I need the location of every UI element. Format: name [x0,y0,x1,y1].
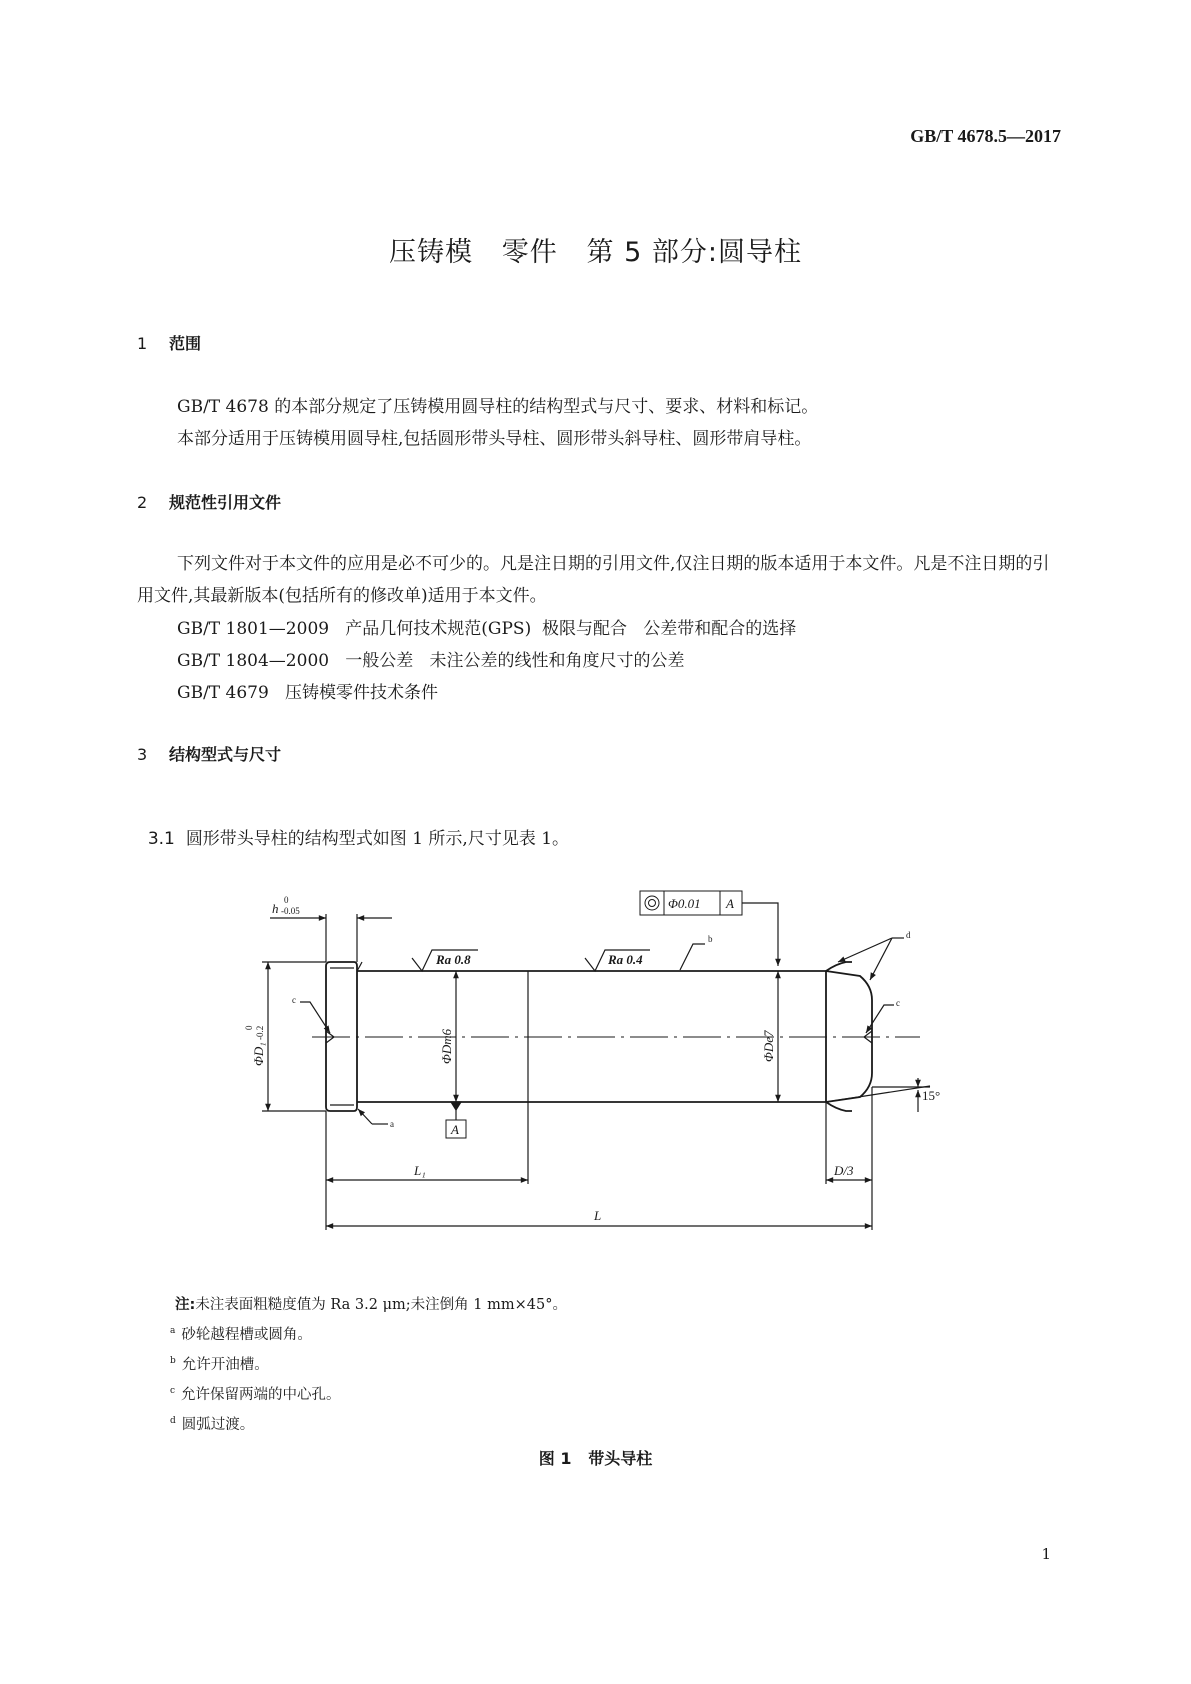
note-c-mark: c [292,995,296,1005]
section-number: 1 [137,334,148,353]
roughness-04: Ra 0.4 [608,952,643,967]
leader-d [870,938,892,980]
section-1-paragraph-2: 本部分适用于压铸模用圆导柱,包括圆形带头导柱、圆形带头斜导柱、圆形带肩导柱。 [177,429,812,449]
datum-box-label: A [451,1122,459,1137]
pillar-head [326,962,357,1111]
note-d-mark: d [906,930,911,940]
d1-label: ΦD₁ [251,1042,266,1066]
footnote-d [170,1413,254,1434]
coaxiality-value: Φ0.01 [668,896,701,911]
standard-number: GB/T 4678.5—2017 [910,126,1061,146]
footnote-b [170,1353,269,1374]
section-number: 2 [137,493,148,512]
l1-label: L₁ [414,1163,426,1178]
reference-item: GB/T 4679 压铸模零件技术条件 [177,683,439,703]
section-title: 规范性引用文件 [169,493,282,512]
d1-lower: -0.2 [255,1025,265,1040]
footnote-mark: b [170,1356,176,1366]
reference-item: GB/T 1801—2009 产品几何技术规范(GPS) 极限与配合 公差带和配合的选择 [177,619,797,639]
footnote-c [170,1383,341,1404]
footnote-mark: d [170,1416,176,1426]
angle-ref-line [826,1086,930,1102]
section-1-paragraph-1: GB/T 4678 的本部分规定了压铸模用圆导柱的结构型式与尺寸、要求、材料和标记。 [177,397,819,417]
leader-c-right [866,1005,894,1033]
footnote-text: 允许保留两端的中心孔。 [181,1387,341,1403]
h-tolerance-label: h [272,901,279,916]
note-c-mark: c [896,998,900,1008]
tolerance-leader [742,903,778,966]
leader-b [680,944,705,970]
datum-ref: A [726,896,734,911]
footnote-mark: c [170,1386,176,1396]
d3-label: D/3 [834,1163,854,1178]
subsection-number: 3.1 [147,829,175,849]
footnote-a [170,1323,312,1344]
angle-label: 15° [922,1088,941,1103]
dm6-label: ΦDm6 [439,1028,454,1064]
section-title: 范围 [169,334,202,353]
figure-note [175,1293,567,1314]
document-title: 压铸模 零件 第 5 部分:圆导柱 [389,237,802,268]
reference-item: GB/T 1804—2000 一般公差 未注公差的线性和角度尺寸的公差 [177,651,685,671]
note-b-mark: b [708,934,713,944]
note-a-mark: a [390,1119,394,1129]
roughness-08: Ra 0.8 [436,952,471,967]
leader-d [838,938,892,962]
subsection-text: 圆形带头导柱的结构型式如图 1 所示,尺寸见表 1。 [185,829,570,849]
de7-label: ΦDe7 [761,1030,776,1062]
coaxiality-icon [645,896,659,910]
h-tolerance-lower: -0.05 [281,906,300,916]
section-number: 3 [137,745,148,764]
page-number: 1 [1041,1545,1051,1563]
section-title: 结构型式与尺寸 [169,745,282,764]
footnote-mark: a [170,1326,176,1336]
note-text: 未注表面粗糙度值为 Ra 3.2 μm;未注倒角 1 mm×45°。 [195,1297,567,1313]
d1-upper: 0 [244,1025,254,1030]
section-2-intro: 下列文件对于本文件的应用是必不可少的。凡是注日期的引用文件,仅注日期的版本适用于本文件。凡是不注日期的引用文件,其最新版本(包括所有的修改单)适用于本文件。 [137,554,1050,606]
footnote-text: 允许开油槽。 [181,1357,269,1373]
h-tolerance-upper: 0 [284,895,289,905]
footnote-text: 圆弧过渡。 [181,1417,255,1433]
footnote-text: 砂轮越程槽或圆角。 [181,1327,312,1343]
note-label: 注: [175,1297,196,1313]
datum-triangle [451,1102,461,1110]
l-label: L [594,1208,602,1223]
figure-caption: 图 1 带头导柱 [538,1449,653,1468]
